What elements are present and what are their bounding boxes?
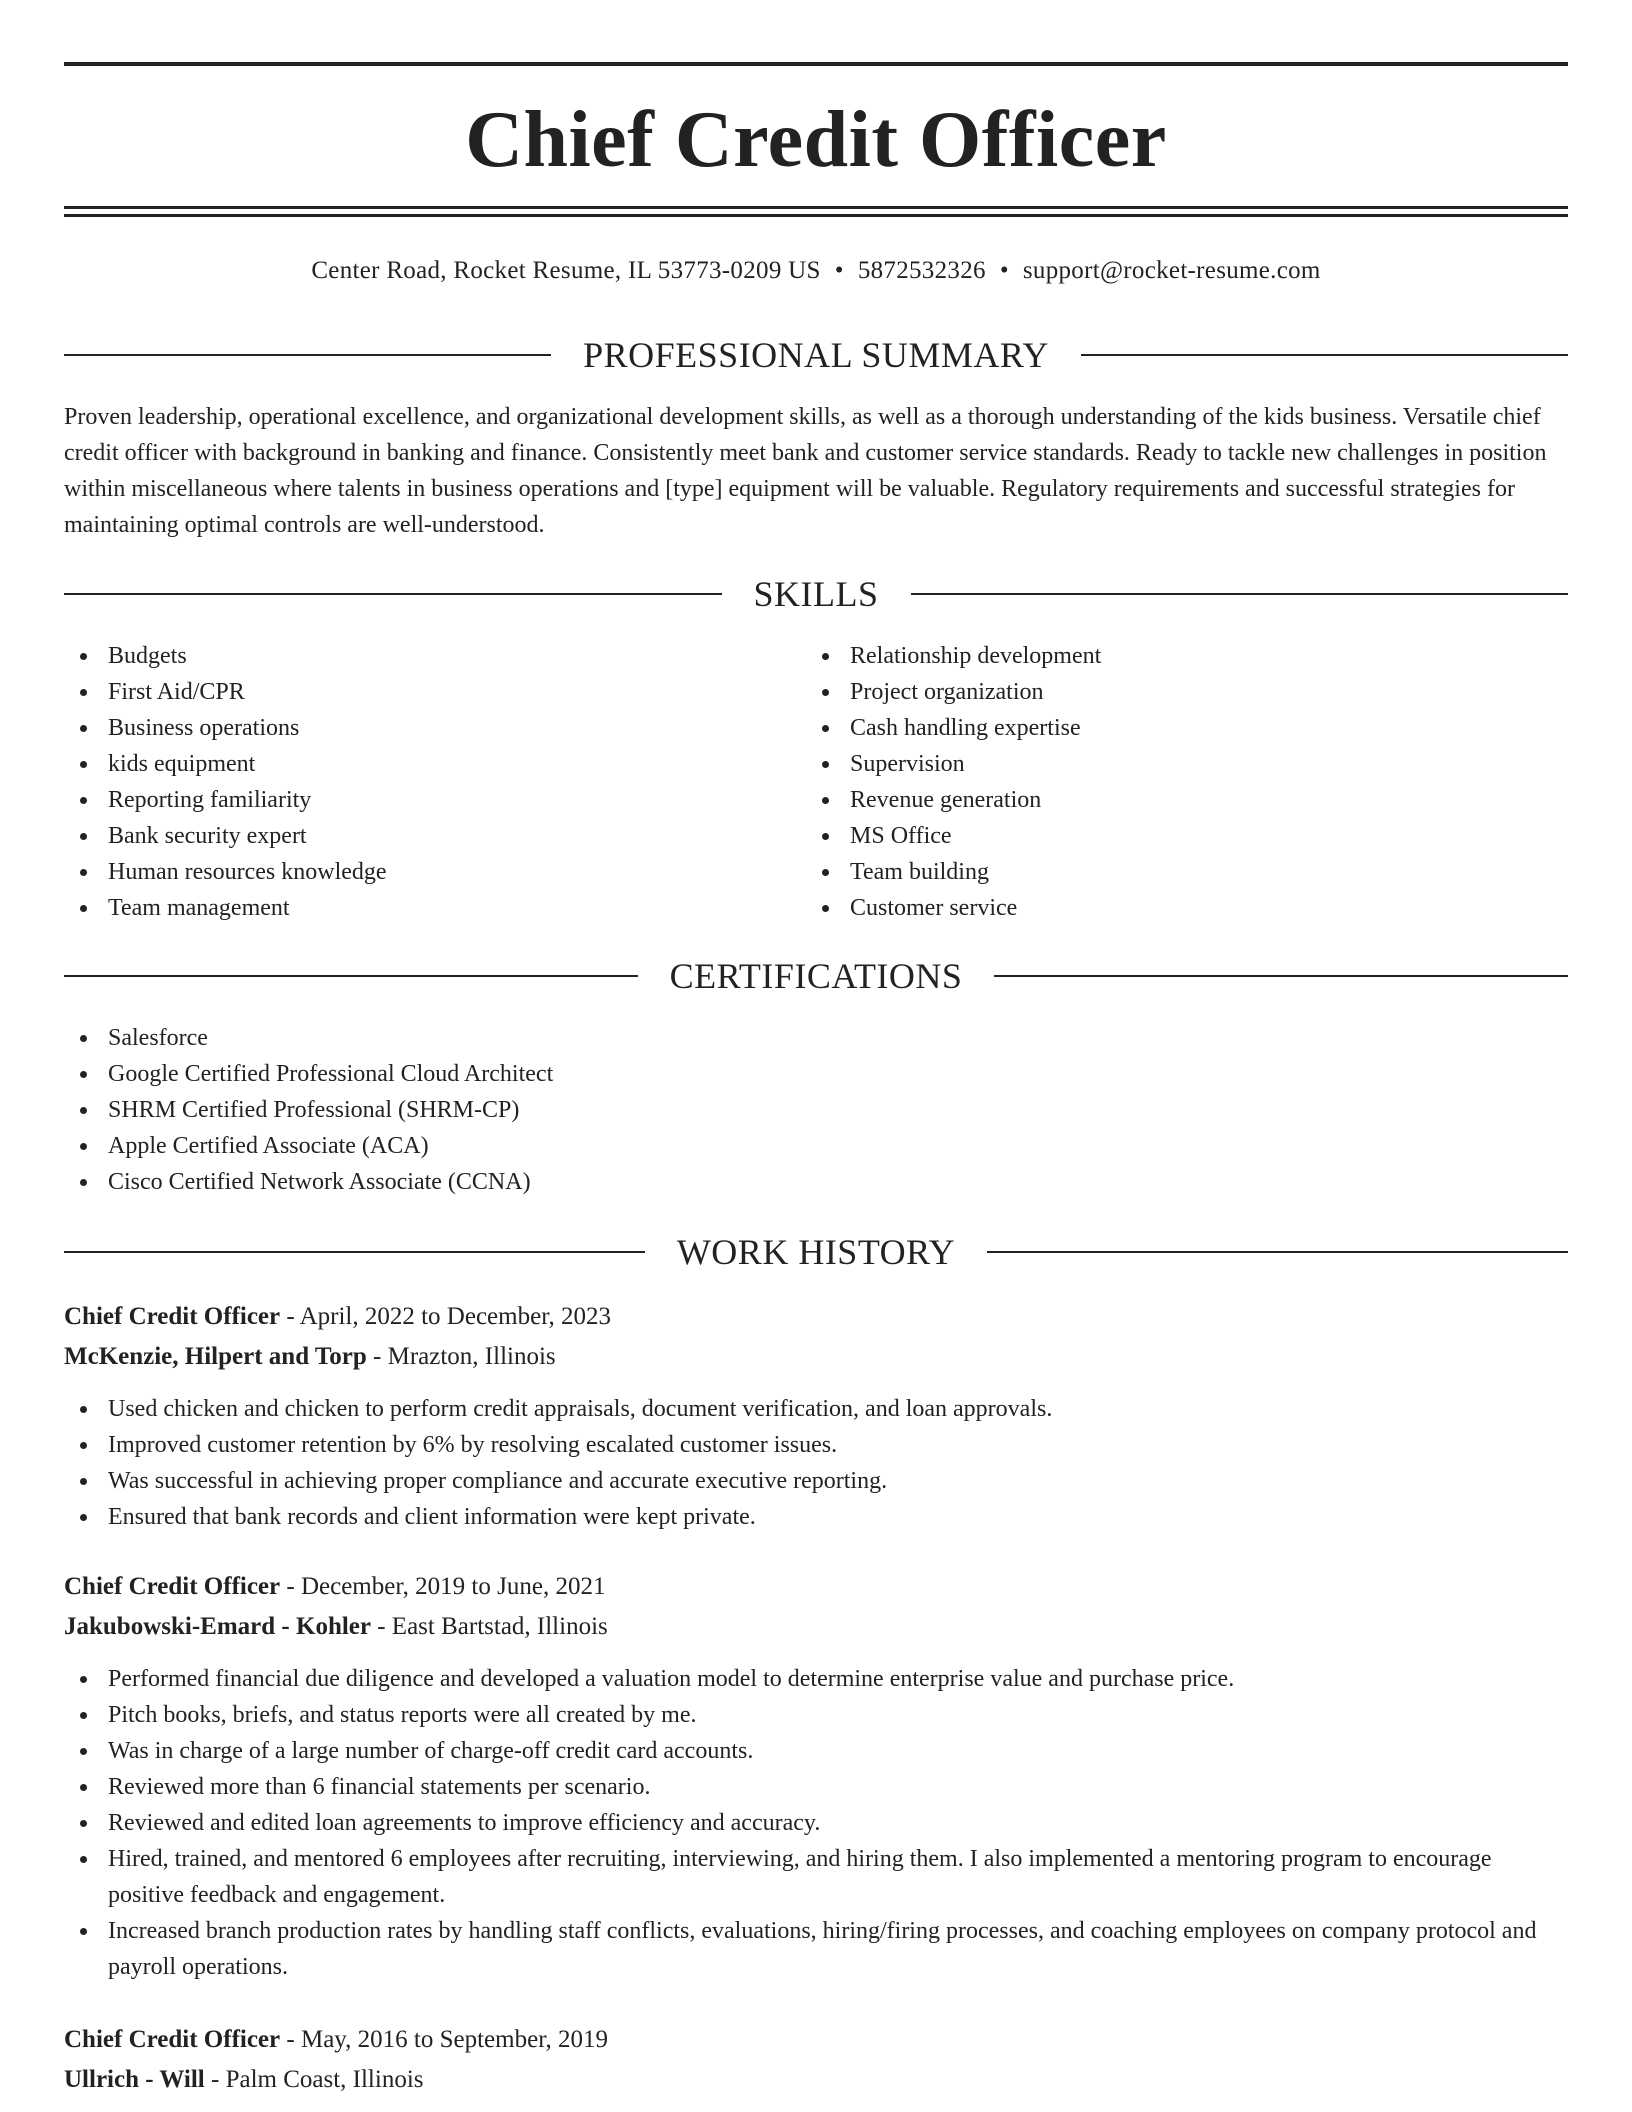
skill-item: Cash handling expertise [806,710,1546,746]
skill-item: Customer service [806,890,1546,926]
contact-phone: 5872532326 [857,257,986,284]
skill-item: Relationship development [806,638,1546,674]
heading-rule-right [1081,354,1568,356]
heading-rule-left [64,593,722,595]
header-double-rule-2 [64,214,1568,217]
skill-item: Business operations [64,710,784,746]
job-bullet: Was in charge of a large number of charge-off credit card accounts. [64,1733,1568,1769]
skill-item: kids equipment [64,746,784,782]
job-company: McKenzie, Hilpert and Torp [64,1343,367,1370]
header-top-rule [64,62,1568,66]
certification-item: Salesforce [64,1020,1568,1056]
job-bullets [64,1661,1568,1985]
job-title: Chief Credit Officer [64,1303,281,1330]
certifications-list [64,1020,1568,1200]
certifications-heading-label: CERTIFICATIONS [669,956,963,996]
skill-item: Revenue generation [806,782,1546,818]
certification-item: Apple Certified Associate (ACA) [64,1128,1568,1164]
contact-line [64,254,1568,288]
header-double-rule-1 [64,206,1568,209]
skill-item: Reporting familiarity [64,782,784,818]
job-bullet: Hired, trained, and mentored 6 employees after recruiting, interviewing, and hiring them. I also implemented a mentoring program to encourage positive feedback and engagement. [64,1841,1568,1913]
heading-rule-right [994,975,1568,977]
heading-rule-right [987,1251,1568,1253]
job-dates: - April, 2022 to December, 2023 [280,1303,612,1330]
contact-address: Center Road, Rocket Resume, IL 53773-0209 US [311,257,821,284]
job-bullet: Pitch books, briefs, and status reports were all created by me. [64,1697,1568,1733]
job-company: Jakubowski-Emard - Kohler [64,1613,371,1640]
job-bullet: Reviewed more than 6 financial statements per scenario. [64,1769,1568,1805]
skill-item: Human resources knowledge [64,854,784,890]
summary-section-heading [64,333,1568,377]
summary-heading-label: PROFESSIONAL SUMMARY [583,335,1049,375]
skill-item: First Aid/CPR [64,674,784,710]
job-location: - Mrazton, Illinois [366,1343,556,1370]
skill-item: Team building [806,854,1546,890]
work-heading-label: WORK HISTORY [676,1232,956,1272]
contact-email[interactable]: support@rocket-resume.com [1022,257,1321,284]
job-location: - Palm Coast, Illinois [204,2066,424,2093]
job-title: Chief Credit Officer [64,1573,281,1600]
resume-title: Chief Credit Officer [465,96,1167,184]
skills-section-heading [64,572,1568,616]
contact-separator: • [999,257,1009,284]
job-bullet: Used chicken and chicken to perform credit appraisals, document verification, and loan approvals. [64,1391,1568,1427]
certification-item: Google Certified Professional Cloud Architect [64,1056,1568,1092]
heading-rule-left [64,354,551,356]
skills-heading-label: SKILLS [753,574,879,614]
certification-item: SHRM Certified Professional (SHRM-CP) [64,1092,1568,1128]
heading-rule-left [64,1251,645,1253]
heading-rule-left [64,975,638,977]
job-bullet: Improved customer retention by 6% by resolving escalated customer issues. [64,1427,1568,1463]
skill-item: Bank security expert [64,818,784,854]
job-bullet: Reviewed and edited loan agreements to improve efficiency and accuracy. [64,1805,1568,1841]
job-title-line [64,1297,611,1337]
job-company: Ullrich - Will [64,2066,205,2093]
skill-item: Team management [64,890,784,926]
skill-item: MS Office [806,818,1546,854]
contact-separator: • [834,257,844,284]
job-company-line [64,1607,608,1647]
job-title: Chief Credit Officer [64,2026,281,2053]
job-title-line [64,2020,608,2060]
skills-list-right [806,638,1546,926]
skills-list-left [64,638,784,926]
job-bullet: Increased branch production rates by handling staff conflicts, evaluations, hiring/firing processes, and coaching employees on company protocol and payroll operations. [64,1913,1568,1985]
job-bullet: Was successful in achieving proper compliance and accurate executive reporting. [64,1463,1568,1499]
job-title-line [64,1567,605,1607]
skill-item: Budgets [64,638,784,674]
job-dates: - May, 2016 to September, 2019 [280,2026,609,2053]
job-location: - East Bartstad, Illinois [370,1613,608,1640]
job-bullet: Performed financial due diligence and developed a valuation model to determine enterprise value and purchase price. [64,1661,1568,1697]
job-company-line [64,1337,556,1377]
job-bullets [64,1391,1568,1535]
job-bullet: Ensured that bank records and client information were kept private. [64,1499,1568,1535]
skill-item: Project organization [806,674,1546,710]
summary-text: Proven leadership, operational excellence, and organizational development skills, as well as a thorough understanding of the kids business. Versatile chief credit officer with background in banking and finance. Consistently meet bank and customer service standards. Ready to tackle new challenges in position within miscellaneous where talents in business operations and [type] equipment will be valuable. Regulatory requirements and successful strategies for maintaining optimal controls are well-understood. [64,404,1547,538]
certifications-section-heading [64,954,1568,998]
job-company-line [64,2060,424,2100]
heading-rule-right [911,593,1569,595]
certification-item: Cisco Certified Network Associate (CCNA) [64,1164,1568,1200]
job-dates: - December, 2019 to June, 2021 [280,1573,606,1600]
work-section-heading [64,1230,1568,1274]
skill-item: Supervision [806,746,1546,782]
